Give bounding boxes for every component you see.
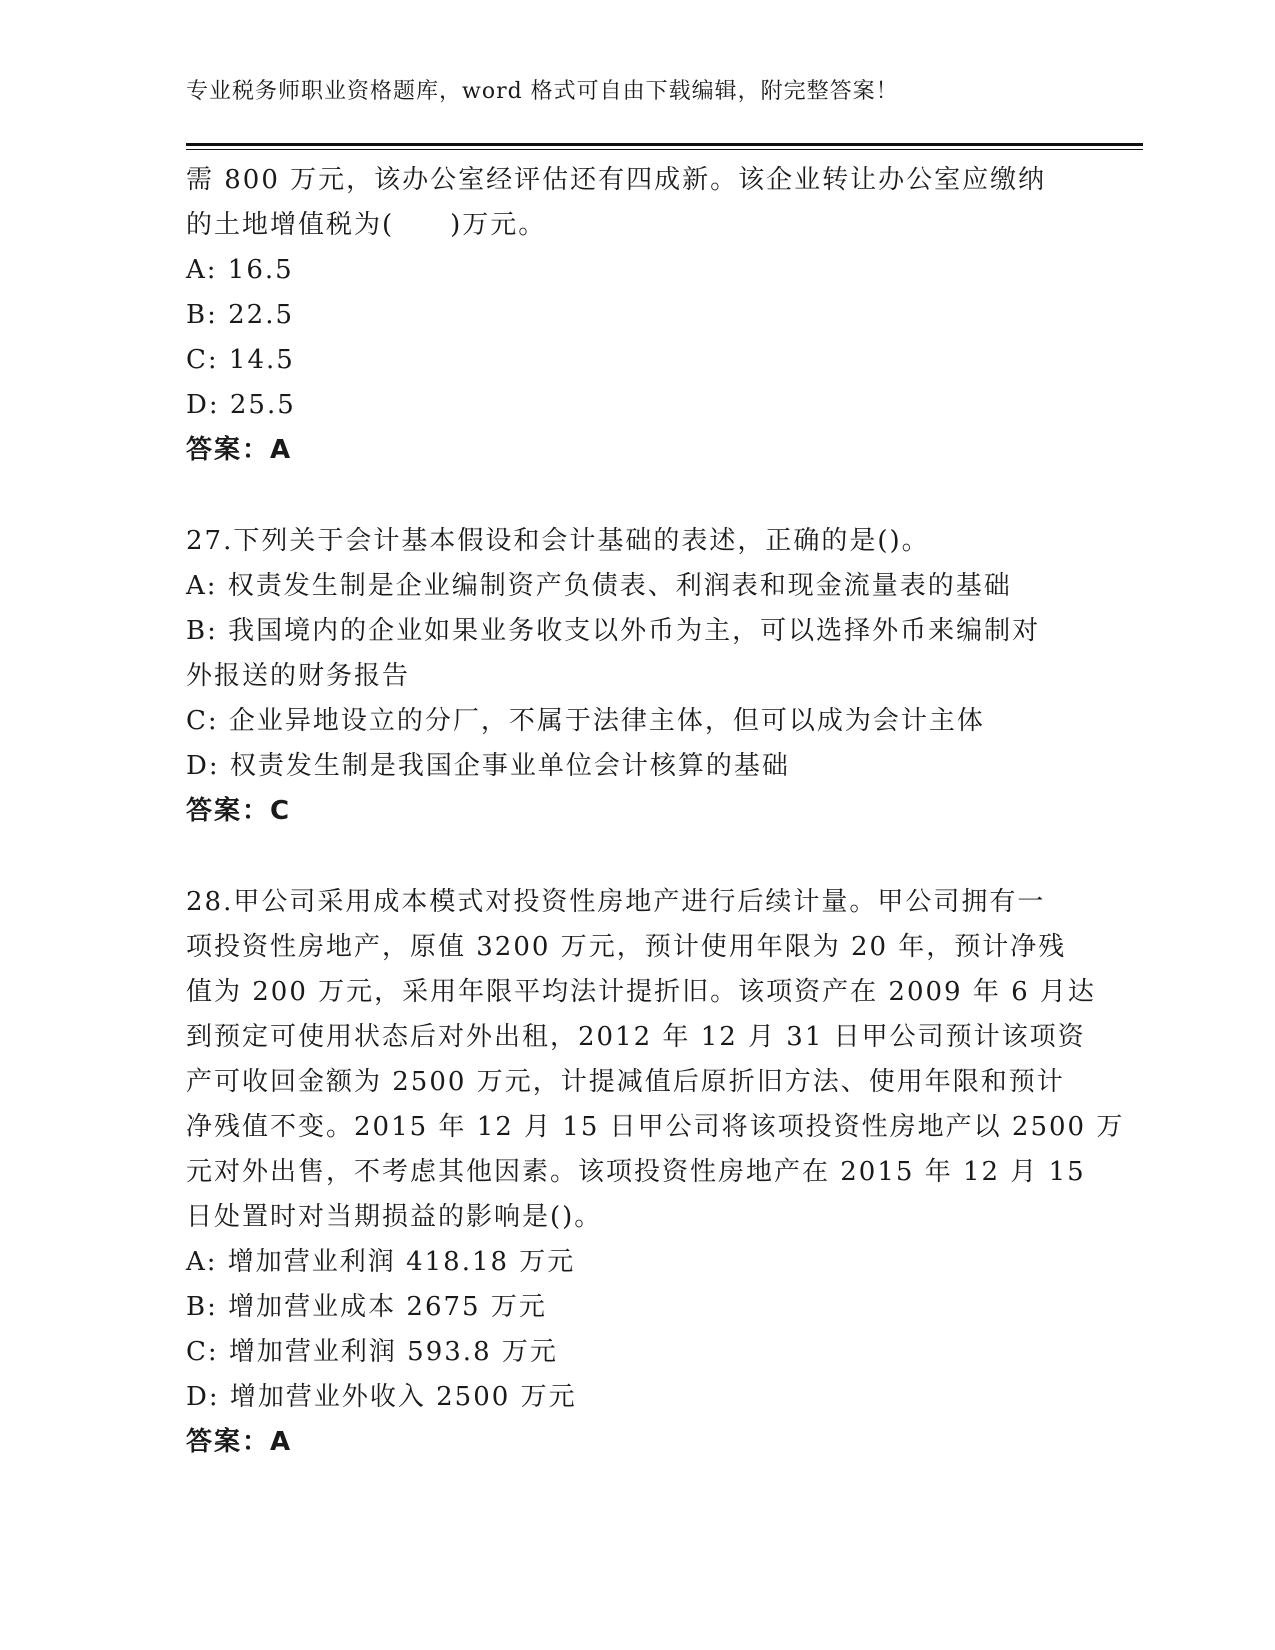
question-28 bbox=[186, 880, 1125, 1465]
question-stem-line: 日处置时对当期损益的影响是()。 bbox=[186, 1202, 603, 1232]
answer-line: 答案：A bbox=[186, 1427, 293, 1457]
question-stem-line: 到预定可使用状态后对外出租，2012 年 12 月 31 日甲公司预计该项资 bbox=[186, 1022, 1086, 1052]
question-stem-line: 27.下列关于会计基本假设和会计基础的表述，正确的是()。 bbox=[186, 526, 930, 556]
question-stem-line: 值为 200 万元，采用年限平均法计提折旧。该项资产在 2009 年 6 月达 bbox=[186, 977, 1096, 1007]
option-d: D: 增加营业外收入 2500 万元 bbox=[186, 1382, 577, 1412]
option-a: A: 权责发生制是企业编制资产负债表、利润表和现金流量表的基础 bbox=[186, 571, 1012, 601]
option-b: B: 我国境内的企业如果业务收支以外币为主，可以选择外币来编制对 bbox=[186, 616, 1041, 646]
option-c: C: 企业异地设立的分厂，不属于法律主体，但可以成为会计主体 bbox=[186, 706, 985, 736]
option-c: C: 增加营业利润 593.8 万元 bbox=[186, 1337, 558, 1367]
option-d: D: 25.5 bbox=[186, 390, 296, 420]
header-rule-thin bbox=[186, 149, 1143, 150]
answer-line: 答案：C bbox=[186, 796, 292, 826]
answer-line: 答案：A bbox=[186, 435, 293, 465]
question-stem-line: 项投资性房地产，原值 3200 万元，预计使用年限为 20 年，预计净残 bbox=[186, 932, 1067, 962]
option-a: A: 16.5 bbox=[186, 255, 294, 285]
question-content bbox=[186, 158, 1125, 1465]
option-c: C: 14.5 bbox=[186, 345, 295, 375]
question-stem-line: 需 800 万元，该办公室经评估还有四成新。该企业转让办公室应缴纳 bbox=[186, 165, 1047, 195]
question-26 bbox=[186, 158, 1086, 473]
question-stem-line: 净残值不变。2015 年 12 月 15 日甲公司将该项投资性房地产以 2500 万 bbox=[186, 1112, 1125, 1142]
option-b: B: 增加营业成本 2675 万元 bbox=[186, 1292, 547, 1322]
option-b-continued: 外报送的财务报告 bbox=[186, 661, 411, 691]
page-header: 专业税务师职业资格题库，word 格式可自由下载编辑，附完整答案！ bbox=[186, 79, 899, 104]
spacer bbox=[186, 473, 1086, 519]
option-a: A: 增加营业利润 418.18 万元 bbox=[186, 1247, 576, 1277]
option-b: B: 22.5 bbox=[186, 300, 295, 330]
question-stem-line: 的土地增值税为( )万元。 bbox=[186, 210, 547, 240]
question-stem-line: 产可收回金额为 2500 万元，计提减值后原折旧方法、使用年限和预计 bbox=[186, 1067, 1065, 1097]
header-rule-thick bbox=[186, 143, 1143, 146]
spacer bbox=[186, 834, 1086, 880]
option-d: D: 权责发生制是我国企事业单位会计核算的基础 bbox=[186, 751, 790, 781]
question-stem-line: 元对外出售，不考虑其他因素。该项投资性房地产在 2015 年 12 月 15 bbox=[186, 1157, 1086, 1187]
question-stem-line: 28.甲公司采用成本模式对投资性房地产进行后续计量。甲公司拥有一 bbox=[186, 887, 1046, 917]
question-27 bbox=[186, 519, 1086, 834]
